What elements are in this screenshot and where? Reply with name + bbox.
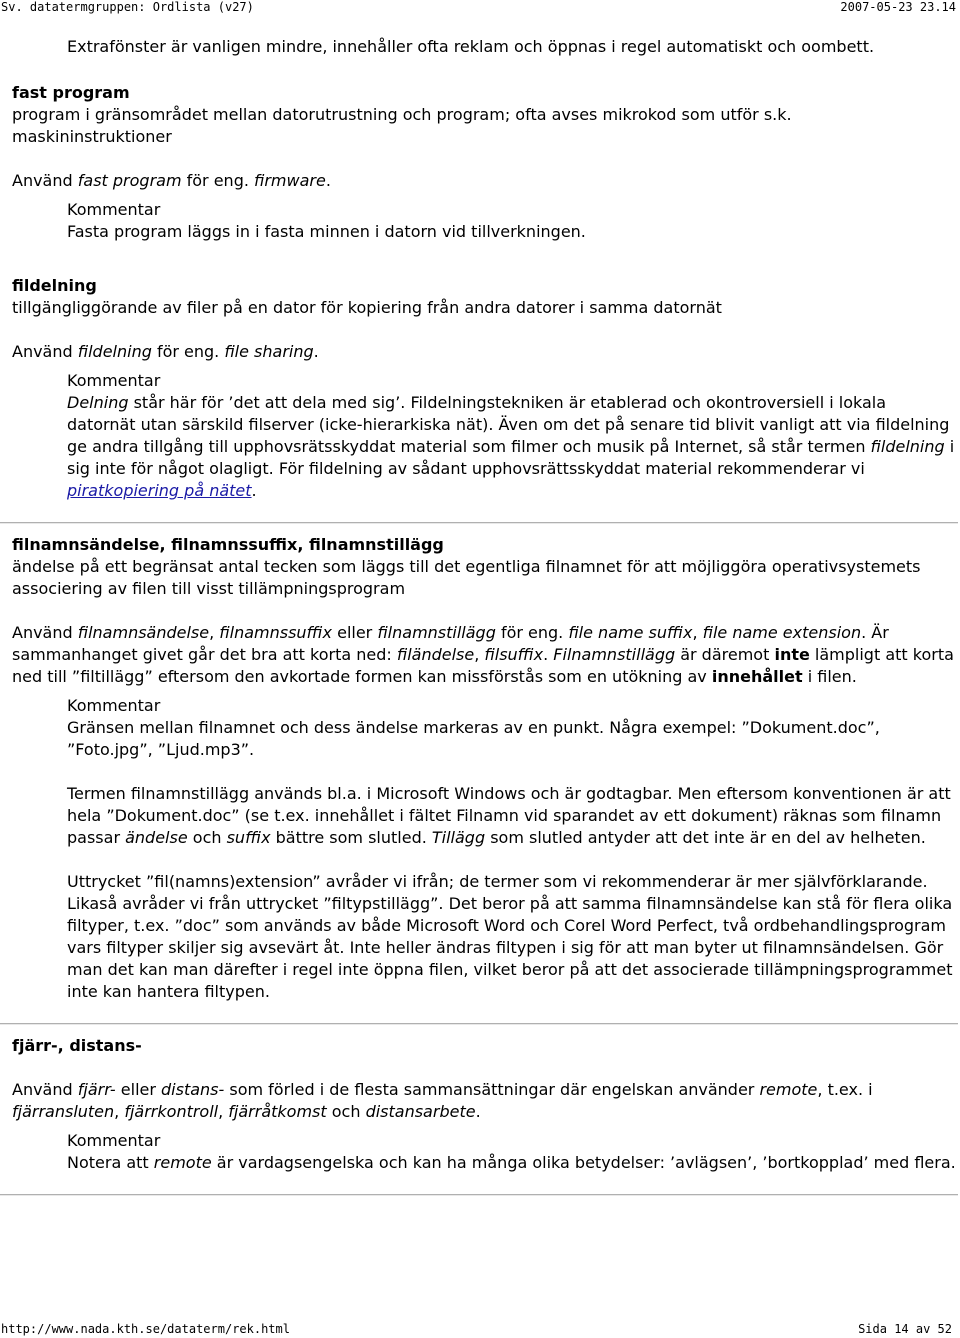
comment-paragraph-1: Gränsen mellan filnamnet och dess ändelse markeras av en punkt. Några exempel: ”Dokument.doc”, ”Foto.jpg”, ”Ljud.mp3”. [67,718,880,759]
comment-text: Fasta program läggs in i fasta minnen i datorn vid tillverkningen. [67,222,586,241]
comment-label: Kommentar [67,200,161,219]
link-piratkopiering[interactable]: piratkopiering på nätet [67,481,252,500]
term-heading: fast program [12,83,130,102]
comment-text: Delning står här för ’det att dela med sig’. Fildelningstekniken är etablerad och okontroversiell i lokala datornät utan särskild filserver (icke-hierarkiska nät). Även om det på senare tid blivit vanligt att via fildelning ge andra tillgång till upphovsrätsskyddat material som filmer och musik på Internet, så står termen fildelning i sig inte för något olagligt. För fildelning av sådant upphovsrättsskyddat material rekommenderar vi piratkopiering på nätet. [67,393,955,500]
print-timestamp: 2007-05-23 23.14 [840,0,956,14]
comment-label: Kommentar [67,696,161,715]
comment-paragraph-3: Uttrycket ”fil(namns)extension” avråder vi ifrån; de termer som vi rekommenderar är mer självförklarande. Likaså avråder vi från uttrycket ”filtypstillägg”. Det beror på att samma filnamnsändelse kan stå för flera olika filtyper, t.ex. ”doc” som används av både Microsoft Word och Corel Word Perfect, två ordbehandlingsprogram vars filtyper skiljer sig avsevärt åt. Inte heller ändras filtypen i sig för att man byter ut filnamnsändelsen. Gör man det kan man därefter i regel inte öppna filen, vilket beror på att det associerade tillämpningsprogrammet inte kan hantera filtypen. [67,872,953,1001]
entry-fjarr-distans [12,1035,956,1174]
section-divider [0,1194,958,1196]
document-title: Sv. datatermgruppen: Ordlista (v27) [1,0,254,14]
page-url: http://www.nada.kth.se/dataterm/rek.html [1,1322,290,1336]
section-divider [0,522,958,524]
comment-label: Kommentar [67,371,161,390]
usage-line: Använd fast program för eng. firmware. [12,171,331,190]
term-definition: program i gränsområdet mellan datorutrustning och program; ofta avses mikrokod som utför s.k. maskininstruktioner [12,105,792,146]
intro-line: Extrafönster är vanligen mindre, innehåller ofta reklam och öppnas i regel automatiskt och oombett. [67,37,875,56]
entry-fast-program [12,82,956,243]
print-header [0,0,960,14]
usage-line: Använd filnamnsändelse, filnamnssuffix eller filnamnstillägg för eng. file name suffix, file name extension. Är sammanhanget givet går det bra att korta ned: filändelse, filsuffix. Filnamnstillägg är däremot inte lämpligt att korta ned till ”filtillägg” eftersom den avkortade formen kan missförstås som en utökning av innehållet i filen. [12,623,954,686]
term-heading: fildelning [12,276,97,295]
section-divider [0,1023,958,1025]
comment-label: Kommentar [67,1131,161,1150]
term-definition: tillgängliggörande av filer på en dator för kopiering från andra datorer i samma datornät [12,298,722,317]
entry-fildelning [12,275,956,502]
term-definition: ändelse på ett begränsat antal tecken som läggs till det egentliga filnamnet för att möjliggöra operativsystemets associering av filen till visst tillämpningsprogram [12,557,921,598]
comment-paragraph-2: Termen filnamnstillägg används bl.a. i Microsoft Windows och är godtagbar. Men eftersom konventionen är att hela ”Dokument.doc” (se t.ex. innehållet i fältet Filnamn vid sparandet av ett dokument) räknas som filnamn passar ändelse och suffix bättre som slutled. Tillägg som slutled antyder att det inte är en del av helheten. [67,784,951,847]
term-heading: fjärr-, distans- [12,1036,142,1055]
print-footer [0,1322,960,1338]
comment-text: Notera att remote är vardagsengelska och kan ha många olika betydelser: ’avlägsen’, ’bortkopplad’ med flera. [67,1153,956,1172]
usage-line: Använd fjärr- eller distans- som förled i de flesta sammansättningar där engelskan använder remote, t.ex. i fjärransluten, fjärrkontroll, fjärråtkomst och distansarbete. [12,1080,873,1121]
glossary-content [12,36,956,1206]
term-heading: filnamnsändelse, filnamnssuffix, filnamnstillägg [12,535,444,554]
entry-filnamnsandelse [12,534,956,1003]
usage-line: Använd fildelning för eng. file sharing. [12,342,319,361]
page-number: Sida 14 av 52 [858,1322,952,1336]
